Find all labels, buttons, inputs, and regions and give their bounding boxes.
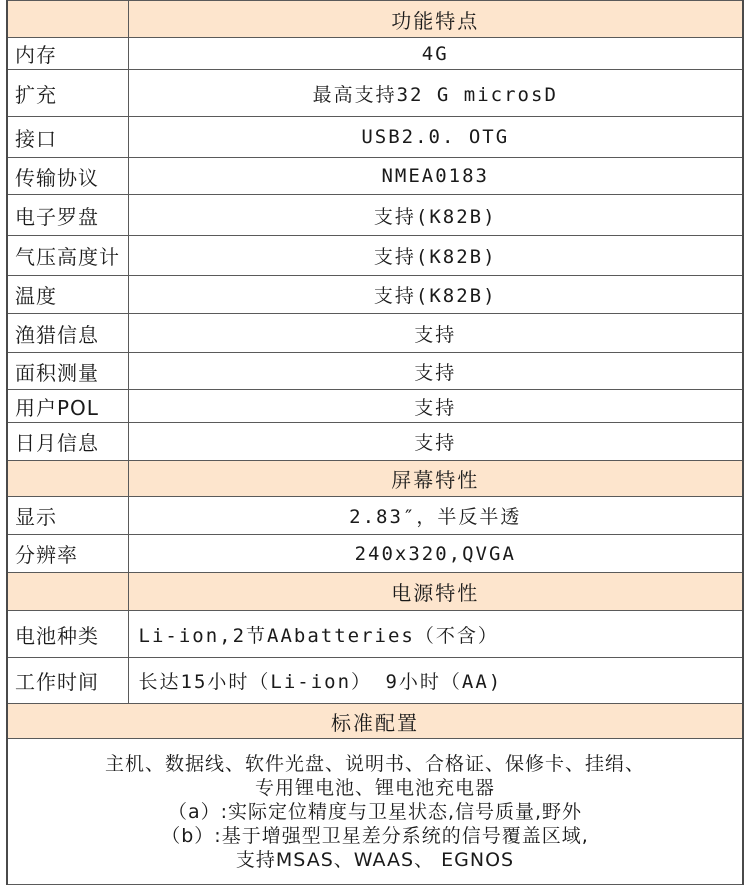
- config-line: 主机、数据线、软件光盘、说明书、合格证、保修卡、挂绢、: [104, 752, 645, 775]
- spec-row-protocol: [7, 158, 743, 195]
- spec-label: 传输协议: [7, 158, 128, 195]
- spec-label: 分辨率: [7, 535, 128, 573]
- spec-row-altimeter: [7, 236, 743, 276]
- config-line: （b）:基于增强型卫星差分系统的信号覆盖区域,: [161, 824, 589, 847]
- spec-value: 240x320,QVGA: [128, 535, 743, 573]
- spec-value: 2.83″，半反半透: [128, 497, 743, 535]
- spec-value: 支持: [128, 423, 743, 461]
- spec-row-temperature: [7, 276, 743, 314]
- spec-value: 支持(K82B): [128, 236, 743, 276]
- spec-value: USB2.0. OTG: [128, 117, 743, 158]
- spec-label: 显示: [7, 497, 128, 535]
- section-header-screen: [7, 461, 743, 497]
- spec-row-area: [7, 353, 743, 390]
- spec-row-resolution: [7, 535, 743, 573]
- spec-label: 扩充: [7, 70, 128, 117]
- section-header-features: [7, 1, 743, 38]
- section-label-cell: [7, 573, 128, 611]
- spec-label: 温度: [7, 276, 128, 314]
- spec-value: 支持(K82B): [128, 195, 743, 236]
- spec-value: NMEA0183: [128, 158, 743, 195]
- spec-row-runtime: [7, 658, 743, 704]
- section-header-power: [7, 573, 743, 611]
- spec-row-compass: [7, 195, 743, 236]
- spec-label: 渔猎信息: [7, 314, 128, 353]
- section-title-power: 电源特性: [128, 573, 743, 611]
- config-line: （a）:实际定位精度与卫星状态,信号质量,野外: [167, 800, 583, 823]
- config-notes: [7, 739, 743, 885]
- spec-row-display: [7, 497, 743, 535]
- section-label-cell: [7, 1, 128, 38]
- spec-label: 面积测量: [7, 353, 128, 390]
- spec-row-interface: [7, 117, 743, 158]
- spec-label: 接口: [7, 117, 128, 158]
- spec-row-expansion: [7, 70, 743, 117]
- section-label-cell: [7, 461, 128, 497]
- spec-label: 内存: [7, 38, 128, 70]
- section-title-config: 标准配置: [7, 704, 743, 739]
- config-line: 支持MSAS、WAAS、 EGNOS: [235, 848, 515, 871]
- spec-row-fishing: [7, 314, 743, 353]
- spec-row-battery: [7, 611, 743, 658]
- spec-label: 工作时间: [7, 658, 128, 704]
- spec-table: [6, 0, 744, 885]
- spec-label: 气压高度计: [7, 236, 128, 276]
- spec-label: 日月信息: [7, 423, 128, 461]
- spec-value: Li-ion,2节AAbatteries（不含）: [128, 611, 743, 658]
- spec-value: 最高支持32 G microsD: [128, 70, 743, 117]
- spec-row-sunmoon: [7, 423, 743, 461]
- section-title-features: 功能特点: [128, 1, 743, 38]
- spec-value: 支持: [128, 390, 743, 423]
- spec-label: 电池种类: [7, 611, 128, 658]
- spec-value: 支持(K82B): [128, 276, 743, 314]
- spec-label: 电子罗盘: [7, 195, 128, 236]
- spec-value: 支持: [128, 314, 743, 353]
- section-header-config: [7, 704, 743, 739]
- spec-value: 支持: [128, 353, 743, 390]
- spec-label: 用户POL: [7, 390, 128, 423]
- spec-value: 4G: [128, 38, 743, 70]
- spec-row-memory: [7, 38, 743, 70]
- section-title-screen: 屏幕特性: [128, 461, 743, 497]
- config-line: 专用锂电池、锂电池充电器: [254, 776, 495, 799]
- spec-row-poi: [7, 390, 743, 423]
- spec-value: 长达15小时（Li-ion） 9小时（AA): [128, 658, 743, 704]
- config-notes-row: [7, 739, 743, 885]
